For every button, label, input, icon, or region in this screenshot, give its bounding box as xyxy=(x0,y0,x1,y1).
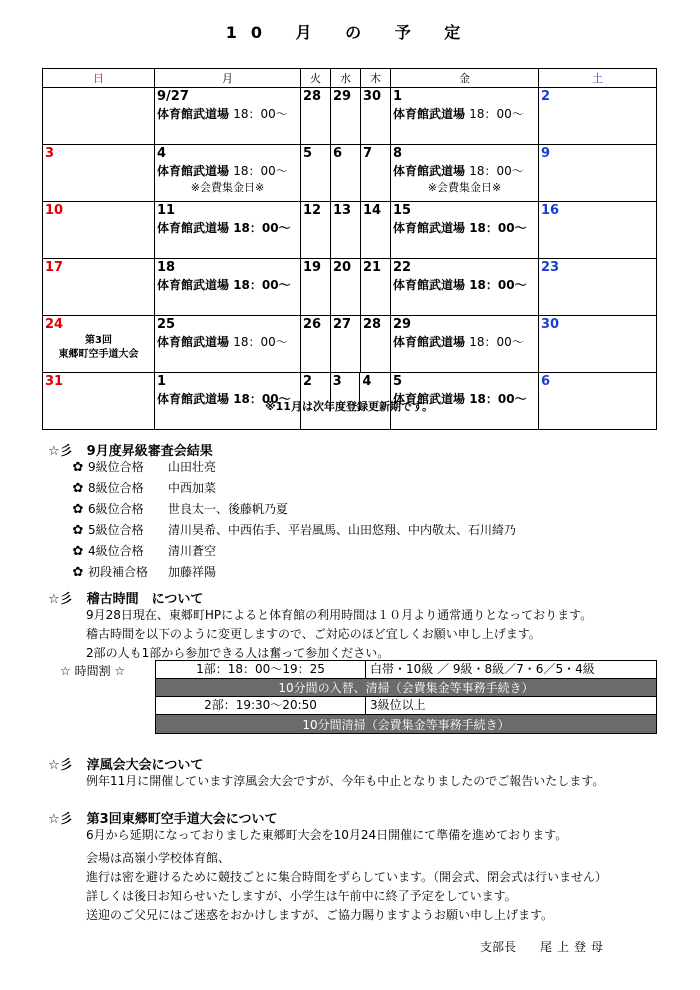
event-line xyxy=(393,333,536,351)
event-line xyxy=(393,105,536,123)
weekday-sat: 土 xyxy=(539,69,657,88)
flower-icon: ✿ xyxy=(72,523,84,538)
day-cell xyxy=(43,88,155,145)
flower-icon: ✿ xyxy=(72,565,84,580)
day-cell xyxy=(361,145,391,202)
timetable-levels: 白帯・10級 ／ 9級・8級／7・6／5・4級 xyxy=(370,662,595,676)
weekday-wed: 水 xyxy=(331,69,361,88)
event-line xyxy=(157,333,298,351)
timetable-break: 10分間清掃（会費集金等事務手続き） xyxy=(302,717,510,732)
event-place: 体育館武道場 xyxy=(393,392,466,406)
day-cell xyxy=(43,259,155,316)
event-place: 体育館武道場 xyxy=(393,278,466,292)
day-cell xyxy=(391,202,539,259)
day-cell xyxy=(539,259,657,316)
signature-title: 支部長 xyxy=(480,940,517,954)
day-number: 9 xyxy=(541,146,551,161)
day-number: 4 xyxy=(157,146,167,161)
day-number: 30 xyxy=(363,89,382,104)
paragraph-line: 送迎のご父兄にはご迷惑をおかけしますが、ご協力賜りますようお願い申し上げます。 xyxy=(86,908,554,922)
day-cell xyxy=(301,88,331,145)
day-number: 24 xyxy=(45,317,64,332)
day-number: 10 xyxy=(45,203,64,218)
practice-paragraph xyxy=(86,606,592,663)
section-title: 第3回東郷町空手道大会について xyxy=(86,812,278,827)
day-number: 3 xyxy=(331,373,361,411)
day-cell xyxy=(331,88,361,145)
rank-label: 初段補合格 xyxy=(88,565,149,579)
day-number: 3 xyxy=(45,146,55,161)
event-line xyxy=(393,219,536,237)
grading-results-list xyxy=(68,457,516,583)
event-time: 18：00～ xyxy=(469,278,527,292)
event-time: 18：00～ xyxy=(469,335,524,349)
signature-name: 尾上登母 xyxy=(540,940,609,954)
day-cell xyxy=(43,145,155,202)
day-cell xyxy=(391,316,539,373)
day-number: 8 xyxy=(393,146,403,161)
day-number: 2 xyxy=(541,89,551,104)
day-cell xyxy=(301,202,331,259)
list-item xyxy=(68,520,516,541)
day-number: 12 xyxy=(303,203,322,218)
flower-icon: ✿ xyxy=(72,544,84,559)
paragraph-line: 詳しくは後日お知らせいたしますが、小学生は午前中に終了予定をしています。 xyxy=(86,889,517,903)
day-cell xyxy=(391,259,539,316)
tournament-event-line2: 東郷町空手道大会 xyxy=(58,349,139,360)
day-number: 18 xyxy=(157,260,176,275)
calendar-week-row xyxy=(43,316,657,373)
event-place: 体育館武道場 xyxy=(393,107,466,121)
day-number: 19 xyxy=(303,260,322,275)
registration-note xyxy=(42,400,656,413)
day-cell xyxy=(155,145,301,202)
registration-note-text: ※11月は次年度登録更新期です。 xyxy=(264,400,434,413)
weekday-thu: 木 xyxy=(361,69,391,88)
timetable-row xyxy=(156,661,656,679)
list-item xyxy=(68,499,516,520)
rank-label: 9級位合格 xyxy=(88,460,144,474)
day-number: 9/27 xyxy=(157,89,189,104)
calendar-table xyxy=(42,68,657,430)
section-title: 9月度昇級審査会結果 xyxy=(86,444,213,459)
day-number: 25 xyxy=(157,317,176,332)
rank-label: 5級位合格 xyxy=(88,523,144,537)
event-time: 18：00～ xyxy=(469,392,527,406)
timetable-break-row xyxy=(156,715,656,733)
day-cell xyxy=(361,88,391,145)
weekday-sun: 日 xyxy=(43,69,155,88)
day-number: 1 xyxy=(393,89,403,104)
event-time: 18：00～ xyxy=(233,392,291,406)
day-cell xyxy=(539,202,657,259)
event-line xyxy=(393,162,536,180)
day-number: 7 xyxy=(363,146,373,161)
day-number: 28 xyxy=(363,317,382,332)
day-cell xyxy=(539,316,657,373)
event-place: 体育館武道場 xyxy=(393,335,466,349)
rank-names: 中西加菜 xyxy=(168,481,217,495)
event-time: 18：00～ xyxy=(469,164,524,178)
day-cell xyxy=(361,202,391,259)
timetable xyxy=(155,660,657,734)
paragraph-line: 進行は密を避けるために競技ごとに集合時間をずらしています。（開会式、閉会式は行いません） xyxy=(86,870,608,884)
day-cell xyxy=(301,259,331,316)
section-tournament-heading xyxy=(48,808,277,827)
day-cell xyxy=(301,316,331,373)
event-time: 18：00～ xyxy=(233,107,288,121)
tournament-paragraph xyxy=(86,826,607,925)
day-cell xyxy=(155,202,301,259)
event-time: 18：00～ xyxy=(469,221,527,235)
weekday-mon: 月 xyxy=(155,69,301,88)
section-star-icon: ☆彡 xyxy=(48,444,73,459)
weekday-fri: 金 xyxy=(391,69,539,88)
page-title: 10 月 の 予 定 xyxy=(225,23,475,42)
event-line xyxy=(157,219,298,237)
day-cell xyxy=(301,145,331,202)
day-number: 27 xyxy=(333,317,352,332)
signature xyxy=(480,938,608,955)
event-time: 18：00～ xyxy=(233,278,291,292)
day-cell xyxy=(361,259,391,316)
day-cell xyxy=(155,316,301,373)
day-number: 6 xyxy=(541,374,551,389)
day-number: 6 xyxy=(333,146,343,161)
day-number: 21 xyxy=(363,260,382,275)
timetable-break-row xyxy=(156,679,656,697)
day-number: 13 xyxy=(333,203,352,218)
flower-icon: ✿ xyxy=(72,460,84,475)
day-cell xyxy=(331,202,361,259)
paragraph-line: 2部の人も1部から参加できる人は奮って参加ください。 xyxy=(86,646,390,660)
day-number: 23 xyxy=(541,260,560,275)
fee-note: ※会費集金日※ xyxy=(190,181,265,194)
event-time: 18：00～ xyxy=(233,164,288,178)
calendar-header-row xyxy=(43,69,657,88)
day-number: 5 xyxy=(303,146,313,161)
day-cell xyxy=(43,202,155,259)
event-line xyxy=(157,276,298,294)
timetable-time: 1部：18：00〜19：25 xyxy=(156,661,366,678)
section-title: 稽古時間 について xyxy=(86,592,204,607)
paragraph-line: 6月から延期になっておりました東郷町大会を10月24日開催にて準備を進めております。 xyxy=(86,828,568,842)
event-time: 18：00～ xyxy=(233,221,291,235)
paragraph-line: 例年11月に開催しています淳風会大会ですが、今年も中止となりましたのでご報告いたします。 xyxy=(86,774,605,788)
day-number: 20 xyxy=(333,260,352,275)
day-cell xyxy=(539,88,657,145)
event-time: 18：00～ xyxy=(469,107,524,121)
timetable-row xyxy=(156,697,656,715)
day-cell xyxy=(43,316,155,373)
rank-names: 加藤祥陽 xyxy=(168,565,217,579)
list-item xyxy=(68,562,516,583)
event-place: 体育館武道場 xyxy=(157,335,230,349)
event-place: 体育館武道場 xyxy=(157,392,230,406)
day-number: 5 xyxy=(393,374,403,389)
day-cell xyxy=(331,145,361,202)
event-place: 体育館武道場 xyxy=(157,164,230,178)
event-line xyxy=(157,162,298,180)
day-number: 17 xyxy=(45,260,64,275)
day-number: 1 xyxy=(157,374,167,389)
event-place: 体育館武道場 xyxy=(157,107,230,121)
day-cell xyxy=(391,88,539,145)
section-title: 淳風会大会について xyxy=(86,758,204,773)
day-number: 31 xyxy=(45,374,64,389)
flower-icon: ✿ xyxy=(72,481,84,496)
flower-icon: ✿ xyxy=(72,502,84,517)
calendar-week-row xyxy=(43,88,657,145)
timetable-levels: 3級位以上 xyxy=(370,698,426,712)
rank-label: 6級位合格 xyxy=(88,502,144,516)
day-number: 4 xyxy=(362,374,372,389)
event-place: 体育館武道場 xyxy=(393,221,466,235)
day-cell xyxy=(361,316,391,373)
calendar-week-row xyxy=(43,145,657,202)
rank-names: 山田壮亮 xyxy=(168,460,217,474)
event-place: 体育館武道場 xyxy=(157,221,230,235)
timetable-time: 2部：19:30〜20:50 xyxy=(156,697,366,714)
rank-label: 8級位合格 xyxy=(88,481,144,495)
day-cell xyxy=(539,145,657,202)
section-star-icon: ☆彡 xyxy=(48,758,73,773)
day-cell xyxy=(155,88,301,145)
section-practice-heading xyxy=(48,588,203,607)
day-number: 26 xyxy=(303,317,322,332)
day-number: 22 xyxy=(393,260,412,275)
section-jufu-heading xyxy=(48,754,203,773)
day-number: 11 xyxy=(157,203,176,218)
section-star-icon: ☆彡 xyxy=(48,592,73,607)
list-item xyxy=(68,457,516,478)
paragraph-line: 会場は高嶺小学校体育館、 xyxy=(86,851,231,865)
day-number: 30 xyxy=(541,317,560,332)
paragraph-line: 稽古時間を以下のように変更しますので、ご対応のほど宜しくお願い申し上げます。 xyxy=(86,627,541,641)
event-place: 体育館武道場 xyxy=(393,164,466,178)
timetable-break: 10分間の入替、清掃（会費集金等事務手続き） xyxy=(278,681,534,695)
event-place: 体育館武道場 xyxy=(157,278,230,292)
day-number: 15 xyxy=(393,203,412,218)
calendar-week-row xyxy=(43,259,657,316)
rank-names: 清川昊希、中西佑手、平岩風馬、山田悠翔、中内敬太、石川綺乃 xyxy=(168,523,517,537)
day-cell xyxy=(331,259,361,316)
list-item xyxy=(68,478,516,499)
rank-label: 4級位合格 xyxy=(88,544,144,558)
jufu-paragraph xyxy=(86,772,604,791)
rank-names: 清川蒼空 xyxy=(168,544,217,558)
day-number: 28 xyxy=(303,89,322,104)
day-number: 2 xyxy=(301,373,331,411)
timetable-label: ☆ 時間割 ☆ xyxy=(60,664,126,678)
section-star-icon: ☆彡 xyxy=(48,812,73,827)
tournament-event-line1: 第3回 xyxy=(85,335,112,346)
event-line xyxy=(157,105,298,123)
day-number: 29 xyxy=(393,317,412,332)
day-cell xyxy=(155,259,301,316)
day-number: 14 xyxy=(363,203,382,218)
list-item xyxy=(68,541,516,562)
weekday-tue: 火 xyxy=(301,69,331,88)
fee-note: ※会費集金日※ xyxy=(427,181,502,194)
event-line xyxy=(393,276,536,294)
day-cell xyxy=(391,145,539,202)
day-number: 29 xyxy=(333,89,352,104)
event-time: 18：00～ xyxy=(233,335,288,349)
paragraph-line: 9月28日現在、東郷町HPによると体育館の利用時間は１０月より通常通りとなっております。 xyxy=(86,608,593,622)
rank-names: 世良太一、後藤帆乃夏 xyxy=(168,502,289,516)
day-number: 16 xyxy=(541,203,560,218)
day-cell xyxy=(331,316,361,373)
calendar-week-row xyxy=(43,202,657,259)
